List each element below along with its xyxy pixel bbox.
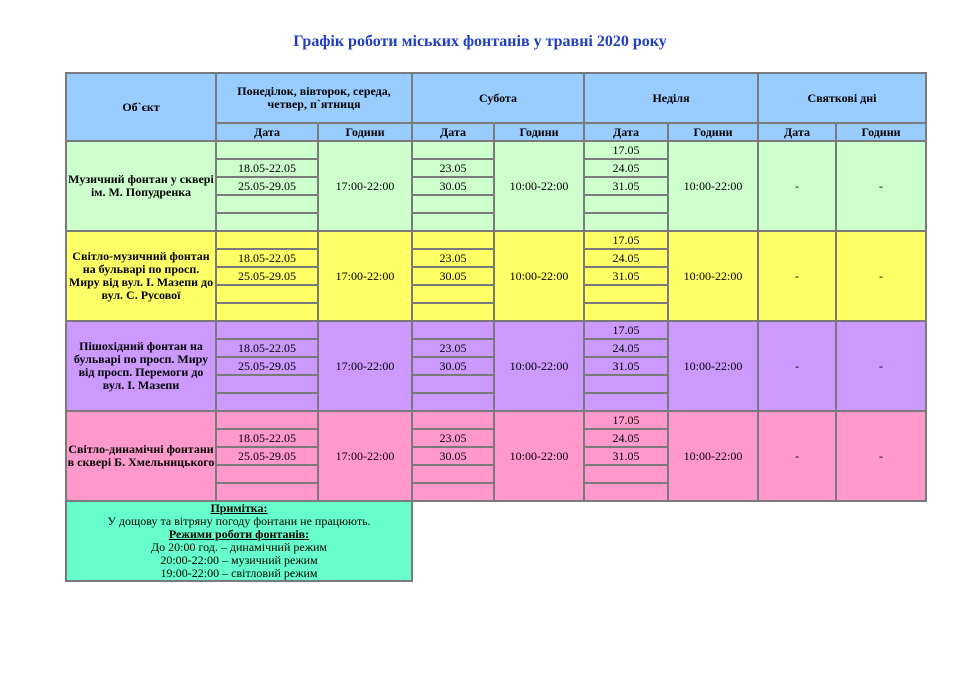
saturday-date: 23.05 bbox=[412, 159, 494, 177]
saturday-date: 23.05 bbox=[412, 339, 494, 357]
sunday-date: 24.05 bbox=[584, 249, 668, 267]
saturday-date bbox=[412, 141, 494, 159]
holiday-date: - bbox=[758, 141, 836, 231]
subheader-date: Дата bbox=[758, 123, 836, 141]
holiday-hours: - bbox=[836, 321, 926, 411]
sunday-date: 17.05 bbox=[584, 321, 668, 339]
sunday-hours: 10:00-22:00 bbox=[668, 411, 758, 501]
saturday-hours: 10:00-22:00 bbox=[494, 141, 584, 231]
fountain-name: Світло-динамічні фонтани в сквері Б. Хмельницького bbox=[66, 411, 216, 501]
sunday-hours: 10:00-22:00 bbox=[668, 321, 758, 411]
sunday-hours: 10:00-22:00 bbox=[668, 231, 758, 321]
sunday-date: 17.05 bbox=[584, 411, 668, 429]
sunday-date: 31.05 bbox=[584, 177, 668, 195]
subheader-date: Дата bbox=[584, 123, 668, 141]
sunday-date bbox=[584, 375, 668, 393]
saturday-hours: 10:00-22:00 bbox=[494, 231, 584, 321]
saturday-date bbox=[412, 285, 494, 303]
saturday-date: 30.05 bbox=[412, 357, 494, 375]
sunday-date: 24.05 bbox=[584, 339, 668, 357]
sunday-date bbox=[584, 393, 668, 411]
weekday-date bbox=[216, 195, 318, 213]
note-mode-dynamic: До 20:00 год. – динамічний режим bbox=[150, 540, 328, 554]
sunday-date: 17.05 bbox=[584, 141, 668, 159]
weekday-date: 18.05-22.05 bbox=[216, 159, 318, 177]
holiday-hours: - bbox=[836, 231, 926, 321]
weekday-date: 18.05-22.05 bbox=[216, 249, 318, 267]
saturday-date: 30.05 bbox=[412, 177, 494, 195]
sunday-date bbox=[584, 195, 668, 213]
holiday-hours: - bbox=[836, 141, 926, 231]
page-title: Графік роботи міських фонтанів у травні 2020 року bbox=[293, 33, 667, 50]
holiday-hours: - bbox=[836, 411, 926, 501]
subheader-date: Дата bbox=[216, 123, 318, 141]
weekday-hours: 17:00-22:00 bbox=[318, 231, 412, 321]
weekday-date bbox=[216, 285, 318, 303]
weekday-date bbox=[216, 213, 318, 231]
saturday-date: 23.05 bbox=[412, 429, 494, 447]
holiday-date: - bbox=[758, 411, 836, 501]
note-box bbox=[66, 501, 412, 581]
sunday-date: 24.05 bbox=[584, 429, 668, 447]
weekday-date bbox=[216, 483, 318, 501]
saturday-date bbox=[412, 483, 494, 501]
holiday-date: - bbox=[758, 321, 836, 411]
saturday-hours: 10:00-22:00 bbox=[494, 411, 584, 501]
header-weekdays: Понеділок, вівторок, середа, четвер, п`ятниця bbox=[216, 73, 412, 123]
header-sunday: Неділя bbox=[584, 73, 758, 123]
weekday-date: 25.05-29.05 bbox=[216, 447, 318, 465]
saturday-date bbox=[412, 303, 494, 321]
sunday-date bbox=[584, 465, 668, 483]
header-saturday: Субота bbox=[412, 73, 584, 123]
weekday-date bbox=[216, 375, 318, 393]
sunday-date bbox=[584, 303, 668, 321]
header-object: Об`єкт bbox=[66, 73, 216, 141]
subheader-hours: Години bbox=[494, 123, 584, 141]
weekday-hours: 17:00-22:00 bbox=[318, 141, 412, 231]
sunday-date bbox=[584, 483, 668, 501]
saturday-date bbox=[412, 465, 494, 483]
weekday-date bbox=[216, 321, 318, 339]
weekday-date: 18.05-22.05 bbox=[216, 339, 318, 357]
weekday-hours: 17:00-22:00 bbox=[318, 321, 412, 411]
saturday-date: 30.05 bbox=[412, 267, 494, 285]
sunday-date bbox=[584, 285, 668, 303]
weekday-date bbox=[216, 303, 318, 321]
sunday-hours: 10:00-22:00 bbox=[668, 141, 758, 231]
weekday-date: 25.05-29.05 bbox=[216, 177, 318, 195]
fountain-name: Світло-музичний фонтан на бульварі по просп. Миру від вул. І. Мазепи до вул. С. Русової bbox=[66, 231, 216, 321]
sunday-date: 17.05 bbox=[584, 231, 668, 249]
sunday-date: 24.05 bbox=[584, 159, 668, 177]
weekday-date bbox=[216, 393, 318, 411]
fountain-name: Музичний фонтан у сквері ім. М. Попудренка bbox=[66, 141, 216, 231]
saturday-date bbox=[412, 393, 494, 411]
subheader-hours: Години bbox=[668, 123, 758, 141]
saturday-date bbox=[412, 195, 494, 213]
header-holidays: Святкові дні bbox=[758, 73, 926, 123]
weekday-date bbox=[216, 411, 318, 429]
table-row bbox=[66, 231, 926, 249]
subheader-hours: Години bbox=[836, 123, 926, 141]
sunday-date: 31.05 bbox=[584, 357, 668, 375]
saturday-date bbox=[412, 213, 494, 231]
weekday-date bbox=[216, 465, 318, 483]
table-row bbox=[66, 141, 926, 159]
weekday-date: 25.05-29.05 bbox=[216, 357, 318, 375]
sunday-date: 31.05 bbox=[584, 447, 668, 465]
table-row bbox=[66, 321, 926, 339]
weekday-date: 25.05-29.05 bbox=[216, 267, 318, 285]
saturday-date bbox=[412, 321, 494, 339]
saturday-date: 30.05 bbox=[412, 447, 494, 465]
weekday-date bbox=[216, 231, 318, 249]
weekday-date bbox=[216, 141, 318, 159]
weekday-date: 18.05-22.05 bbox=[216, 429, 318, 447]
subheader-hours: Години bbox=[318, 123, 412, 141]
saturday-hours: 10:00-22:00 bbox=[494, 321, 584, 411]
sunday-date bbox=[584, 213, 668, 231]
saturday-date bbox=[412, 231, 494, 249]
saturday-date: 23.05 bbox=[412, 249, 494, 267]
saturday-date bbox=[412, 411, 494, 429]
note-rain: У дощову та вітряну погоду фонтани не працюють. bbox=[107, 514, 371, 528]
fountain-name: Пішохідний фонтан на бульварі по просп. Миру від просп. Перемоги до вул. І. Мазепи bbox=[66, 321, 216, 411]
sunday-date: 31.05 bbox=[584, 267, 668, 285]
subheader-date: Дата bbox=[412, 123, 494, 141]
note-heading: Примітка: bbox=[210, 501, 268, 515]
note-modes-heading: Режими роботи фонтанів: bbox=[168, 527, 310, 541]
note-mode-music: 20:00-22:00 – музичний режим bbox=[160, 553, 318, 567]
note-mode-light: 19:00-22:00 – світловий режим bbox=[160, 566, 318, 580]
table-row bbox=[66, 411, 926, 429]
weekday-hours: 17:00-22:00 bbox=[318, 411, 412, 501]
holiday-date: - bbox=[758, 231, 836, 321]
saturday-date bbox=[412, 375, 494, 393]
schedule-table bbox=[65, 72, 927, 582]
